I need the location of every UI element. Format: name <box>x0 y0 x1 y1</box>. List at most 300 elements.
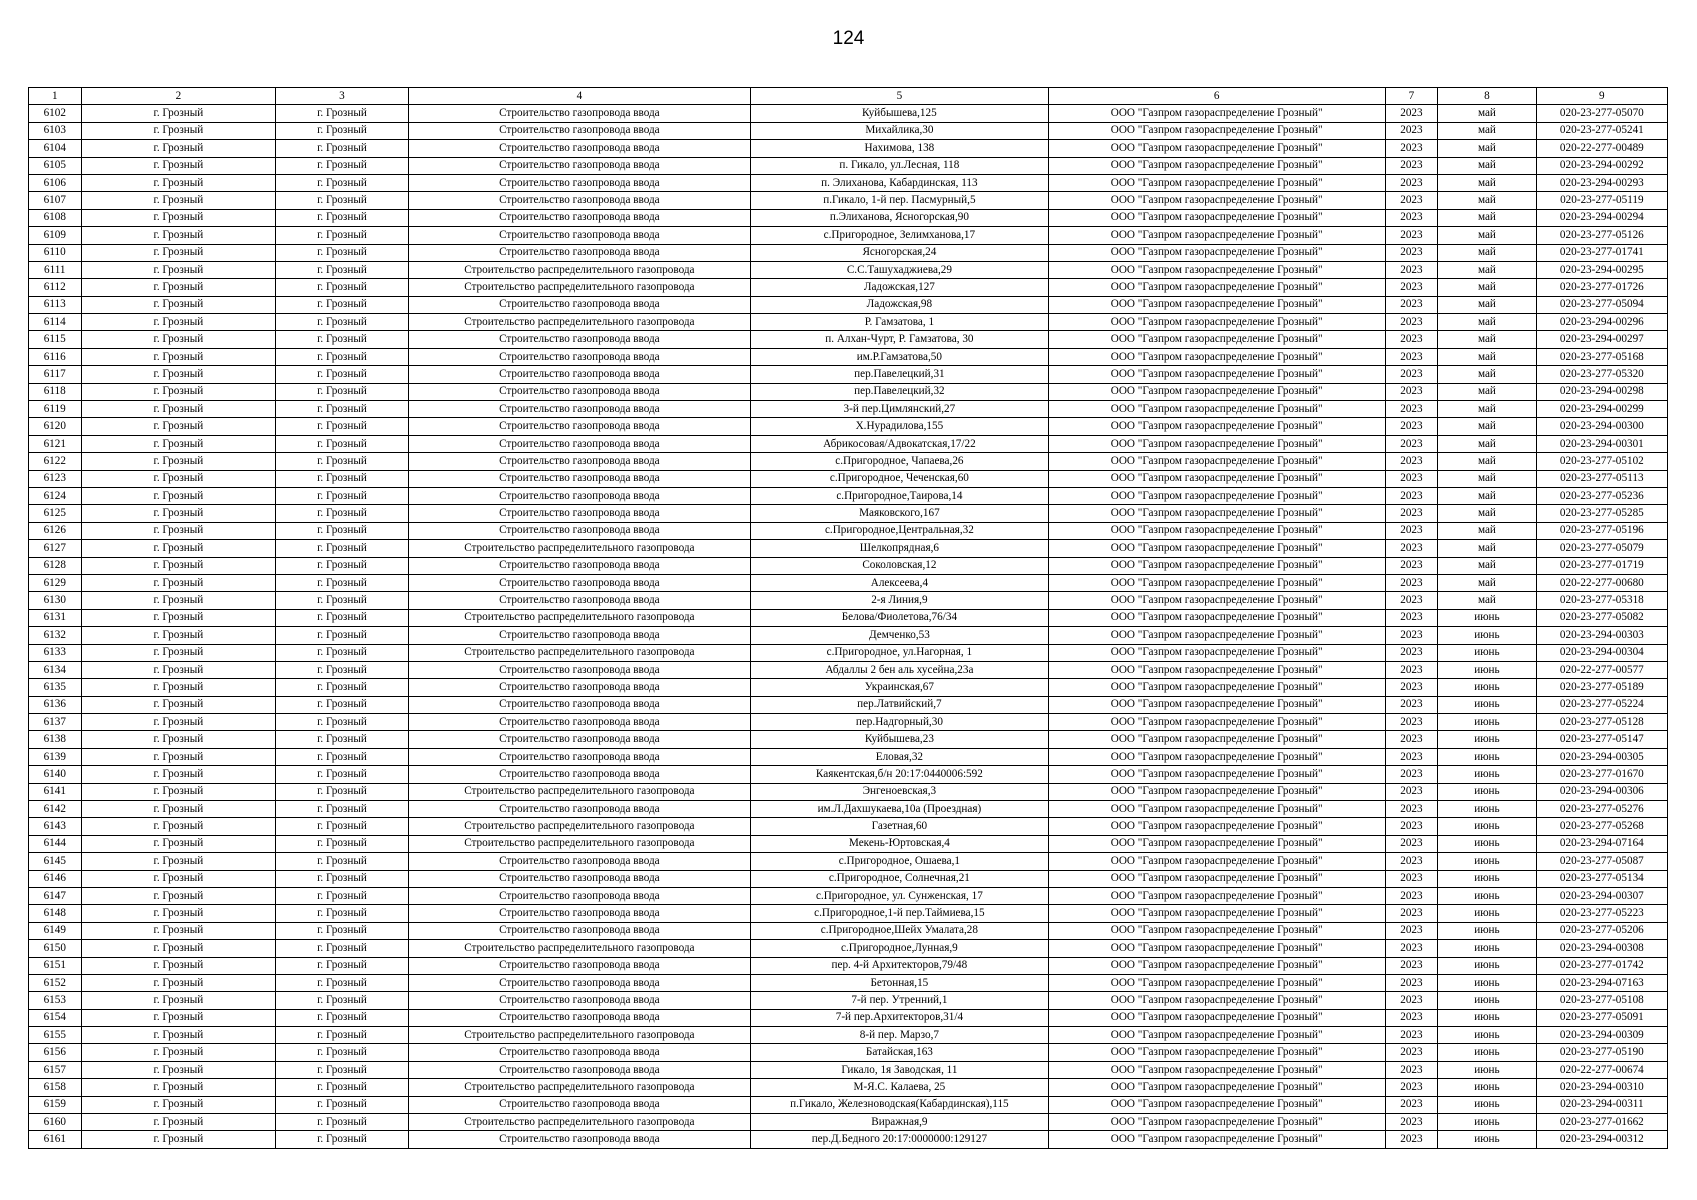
row-number-cell: 6118 <box>29 383 82 400</box>
municipality-cell: г. Грозный <box>81 522 276 539</box>
month-cell: май <box>1438 314 1536 331</box>
year-cell: 2023 <box>1385 418 1438 435</box>
settlement-cell: г. Грозный <box>276 870 408 887</box>
table-row <box>29 835 1668 852</box>
settlement-cell: г. Грозный <box>276 574 408 591</box>
year-cell: 2023 <box>1385 296 1438 313</box>
municipality-cell: г. Грозный <box>81 974 276 991</box>
month-cell: июнь <box>1438 783 1536 800</box>
settlement-cell: г. Грозный <box>276 1114 408 1131</box>
row-number-cell: 6161 <box>29 1131 82 1148</box>
year-cell: 2023 <box>1385 714 1438 731</box>
settlement-cell: г. Грозный <box>276 783 408 800</box>
address-cell: Белова/Фиолетова,76/34 <box>751 609 1049 626</box>
address-cell: Куйбышева,23 <box>751 731 1049 748</box>
row-number-cell: 6122 <box>29 453 82 470</box>
column-header-4: 4 <box>408 88 750 105</box>
year-cell: 2023 <box>1385 470 1438 487</box>
table-row <box>29 679 1668 696</box>
year-cell: 2023 <box>1385 487 1438 504</box>
month-cell: май <box>1438 522 1536 539</box>
month-cell: июнь <box>1438 957 1536 974</box>
settlement-cell: г. Грозный <box>276 1044 408 1061</box>
settlement-cell: г. Грозный <box>276 453 408 470</box>
year-cell: 2023 <box>1385 661 1438 678</box>
year-cell: 2023 <box>1385 279 1438 296</box>
row-number-cell: 6154 <box>29 1009 82 1026</box>
table-row <box>29 453 1668 470</box>
row-number-cell: 6156 <box>29 1044 82 1061</box>
work-type-cell: Строительство газопровода ввода <box>408 192 750 209</box>
settlement-cell: г. Грозный <box>276 609 408 626</box>
column-header-9: 9 <box>1536 88 1667 105</box>
municipality-cell: г. Грозный <box>81 592 276 609</box>
permit-number-cell: 020-23-294-00298 <box>1536 383 1667 400</box>
municipality-cell: г. Грозный <box>81 905 276 922</box>
year-cell: 2023 <box>1385 557 1438 574</box>
municipality-cell: г. Грозный <box>81 261 276 278</box>
permit-number-cell: 020-23-277-05241 <box>1536 122 1667 139</box>
month-cell: май <box>1438 157 1536 174</box>
settlement-cell: г. Грозный <box>276 314 408 331</box>
municipality-cell: г. Грозный <box>81 418 276 435</box>
address-cell: с.Пригородное,Центральная,32 <box>751 522 1049 539</box>
settlement-cell: г. Грозный <box>276 766 408 783</box>
work-type-cell: Строительство газопровода ввода <box>408 435 750 452</box>
permit-number-cell: 020-23-294-00311 <box>1536 1096 1667 1113</box>
organization-cell: ООО "Газпром газораспределение Грозный" <box>1048 418 1385 435</box>
settlement-cell: г. Грозный <box>276 801 408 818</box>
month-cell: май <box>1438 470 1536 487</box>
address-cell: с.Пригородное, Солнечная,21 <box>751 870 1049 887</box>
settlement-cell: г. Грозный <box>276 209 408 226</box>
table-row <box>29 853 1668 870</box>
table-row <box>29 801 1668 818</box>
organization-cell: ООО "Газпром газораспределение Грозный" <box>1048 540 1385 557</box>
address-cell: Еловая,32 <box>751 748 1049 765</box>
settlement-cell: г. Грозный <box>276 522 408 539</box>
settlement-cell: г. Грозный <box>276 1079 408 1096</box>
address-cell: им.Л.Дахшукаева,10а (Проездная) <box>751 801 1049 818</box>
month-cell: май <box>1438 418 1536 435</box>
organization-cell: ООО "Газпром газораспределение Грозный" <box>1048 887 1385 904</box>
table-row <box>29 714 1668 731</box>
year-cell: 2023 <box>1385 1114 1438 1131</box>
address-cell: п.Элиханова, Ясногорская,90 <box>751 209 1049 226</box>
month-cell: июнь <box>1438 748 1536 765</box>
address-cell: Абрикосовая/Адвокатская,17/22 <box>751 435 1049 452</box>
work-type-cell: Строительство распределительного газопровода <box>408 783 750 800</box>
row-number-cell: 6133 <box>29 644 82 661</box>
settlement-cell: г. Грозный <box>276 157 408 174</box>
organization-cell: ООО "Газпром газораспределение Грозный" <box>1048 314 1385 331</box>
row-number-cell: 6155 <box>29 1027 82 1044</box>
municipality-cell: г. Грозный <box>81 1027 276 1044</box>
permit-number-cell: 020-23-277-05223 <box>1536 905 1667 922</box>
table-row <box>29 940 1668 957</box>
year-cell: 2023 <box>1385 401 1438 418</box>
table-row <box>29 748 1668 765</box>
municipality-cell: г. Грозный <box>81 1114 276 1131</box>
organization-cell: ООО "Газпром газораспределение Грозный" <box>1048 696 1385 713</box>
work-type-cell: Строительство газопровода ввода <box>408 418 750 435</box>
organization-cell: ООО "Газпром газораспределение Грозный" <box>1048 818 1385 835</box>
settlement-cell: г. Грозный <box>276 174 408 191</box>
work-type-cell: Строительство газопровода ввода <box>408 1061 750 1078</box>
organization-cell: ООО "Газпром газораспределение Грозный" <box>1048 835 1385 852</box>
work-type-cell: Строительство распределительного газопровода <box>408 818 750 835</box>
row-number-cell: 6137 <box>29 714 82 731</box>
organization-cell: ООО "Газпром газораспределение Грозный" <box>1048 453 1385 470</box>
organization-cell: ООО "Газпром газораспределение Грозный" <box>1048 140 1385 157</box>
month-cell: июнь <box>1438 1114 1536 1131</box>
municipality-cell: г. Грозный <box>81 540 276 557</box>
row-number-cell: 6115 <box>29 331 82 348</box>
table-row <box>29 1114 1668 1131</box>
work-type-cell: Строительство газопровода ввода <box>408 105 750 122</box>
table-row <box>29 209 1668 226</box>
year-cell: 2023 <box>1385 261 1438 278</box>
organization-cell: ООО "Газпром газораспределение Грозный" <box>1048 748 1385 765</box>
address-cell: Соколовская,12 <box>751 557 1049 574</box>
table-row <box>29 922 1668 939</box>
table-row <box>29 627 1668 644</box>
work-type-cell: Строительство газопровода ввода <box>408 974 750 991</box>
month-cell: май <box>1438 540 1536 557</box>
year-cell: 2023 <box>1385 835 1438 852</box>
permit-number-cell: 020-23-294-00293 <box>1536 174 1667 191</box>
year-cell: 2023 <box>1385 1044 1438 1061</box>
municipality-cell: г. Грозный <box>81 853 276 870</box>
month-cell: июнь <box>1438 1009 1536 1026</box>
permit-number-cell: 020-23-294-00294 <box>1536 209 1667 226</box>
work-type-cell: Строительство газопровода ввода <box>408 922 750 939</box>
work-type-cell: Строительство газопровода ввода <box>408 731 750 748</box>
row-number-cell: 6108 <box>29 209 82 226</box>
organization-cell: ООО "Газпром газораспределение Грозный" <box>1048 679 1385 696</box>
month-cell: май <box>1438 296 1536 313</box>
work-type-cell: Строительство газопровода ввода <box>408 296 750 313</box>
address-cell: пер.Надгорный,30 <box>751 714 1049 731</box>
year-cell: 2023 <box>1385 731 1438 748</box>
organization-cell: ООО "Газпром газораспределение Грозный" <box>1048 609 1385 626</box>
organization-cell: ООО "Газпром газораспределение Грозный" <box>1048 122 1385 139</box>
municipality-cell: г. Грозный <box>81 1061 276 1078</box>
permit-number-cell: 020-23-277-05320 <box>1536 366 1667 383</box>
row-number-cell: 6126 <box>29 522 82 539</box>
year-cell: 2023 <box>1385 592 1438 609</box>
settlement-cell: г. Грозный <box>276 1131 408 1148</box>
organization-cell: ООО "Газпром газораспределение Грозный" <box>1048 783 1385 800</box>
work-type-cell: Строительство газопровода ввода <box>408 1044 750 1061</box>
municipality-cell: г. Грозный <box>81 940 276 957</box>
work-type-cell: Строительство газопровода ввода <box>408 140 750 157</box>
settlement-cell: г. Грозный <box>276 331 408 348</box>
row-number-cell: 6125 <box>29 505 82 522</box>
table-row <box>29 1044 1668 1061</box>
organization-cell: ООО "Газпром газораспределение Грозный" <box>1048 1044 1385 1061</box>
year-cell: 2023 <box>1385 192 1438 209</box>
permit-number-cell: 020-23-277-05119 <box>1536 192 1667 209</box>
settlement-cell: г. Грозный <box>276 887 408 904</box>
address-cell: с.Пригородное, Чапаева,26 <box>751 453 1049 470</box>
month-cell: май <box>1438 279 1536 296</box>
table-row <box>29 766 1668 783</box>
municipality-cell: г. Грозный <box>81 105 276 122</box>
permit-number-cell: 020-23-277-01662 <box>1536 1114 1667 1131</box>
permit-number-cell: 020-23-294-00307 <box>1536 887 1667 904</box>
permit-number-cell: 020-23-277-05108 <box>1536 992 1667 1009</box>
organization-cell: ООО "Газпром газораспределение Грозный" <box>1048 105 1385 122</box>
table-row <box>29 540 1668 557</box>
table-row <box>29 296 1668 313</box>
month-cell: май <box>1438 401 1536 418</box>
row-number-cell: 6128 <box>29 557 82 574</box>
organization-cell: ООО "Газпром газораспределение Грозный" <box>1048 940 1385 957</box>
work-type-cell: Строительство газопровода ввода <box>408 244 750 261</box>
work-type-cell: Строительство газопровода ввода <box>408 557 750 574</box>
year-cell: 2023 <box>1385 505 1438 522</box>
row-number-cell: 6138 <box>29 731 82 748</box>
organization-cell: ООО "Газпром газораспределение Грозный" <box>1048 296 1385 313</box>
organization-cell: ООО "Газпром газораспределение Грозный" <box>1048 209 1385 226</box>
work-type-cell: Строительство газопровода ввода <box>408 696 750 713</box>
month-cell: май <box>1438 244 1536 261</box>
year-cell: 2023 <box>1385 887 1438 904</box>
address-cell: Энгеноевская,3 <box>751 783 1049 800</box>
table-row <box>29 401 1668 418</box>
organization-cell: ООО "Газпром газораспределение Грозный" <box>1048 1061 1385 1078</box>
permit-number-cell: 020-23-277-05236 <box>1536 487 1667 504</box>
organization-cell: ООО "Газпром газораспределение Грозный" <box>1048 157 1385 174</box>
year-cell: 2023 <box>1385 244 1438 261</box>
year-cell: 2023 <box>1385 905 1438 922</box>
month-cell: июнь <box>1438 922 1536 939</box>
table-row <box>29 696 1668 713</box>
work-type-cell: Строительство газопровода ввода <box>408 331 750 348</box>
organization-cell: ООО "Газпром газораспределение Грозный" <box>1048 227 1385 244</box>
row-number-cell: 6150 <box>29 940 82 957</box>
month-cell: июнь <box>1438 940 1536 957</box>
table-row <box>29 435 1668 452</box>
permit-number-cell: 020-23-277-05224 <box>1536 696 1667 713</box>
table-row <box>29 1079 1668 1096</box>
municipality-cell: г. Грозный <box>81 192 276 209</box>
settlement-cell: г. Грозный <box>276 348 408 365</box>
table-row <box>29 974 1668 991</box>
table-row <box>29 609 1668 626</box>
municipality-cell: г. Грозный <box>81 227 276 244</box>
organization-cell: ООО "Газпром газораспределение Грозный" <box>1048 992 1385 1009</box>
table-row <box>29 105 1668 122</box>
year-cell: 2023 <box>1385 157 1438 174</box>
row-number-cell: 6153 <box>29 992 82 1009</box>
month-cell: июнь <box>1438 974 1536 991</box>
settlement-cell: г. Грозный <box>276 818 408 835</box>
permit-number-cell: 020-23-294-07164 <box>1536 835 1667 852</box>
registry-table <box>28 87 1668 1149</box>
table-row <box>29 522 1668 539</box>
work-type-cell: Строительство распределительного газопровода <box>408 835 750 852</box>
table-row <box>29 574 1668 591</box>
municipality-cell: г. Грозный <box>81 766 276 783</box>
month-cell: июнь <box>1438 1131 1536 1148</box>
settlement-cell: г. Грозный <box>276 627 408 644</box>
settlement-cell: г. Грозный <box>276 366 408 383</box>
year-cell: 2023 <box>1385 696 1438 713</box>
table-row <box>29 818 1668 835</box>
table-row <box>29 348 1668 365</box>
organization-cell: ООО "Газпром газораспределение Грозный" <box>1048 279 1385 296</box>
permit-number-cell: 020-23-277-01670 <box>1536 766 1667 783</box>
work-type-cell: Строительство газопровода ввода <box>408 887 750 904</box>
municipality-cell: г. Грозный <box>81 922 276 939</box>
permit-number-cell: 020-22-277-00489 <box>1536 140 1667 157</box>
settlement-cell: г. Грозный <box>276 731 408 748</box>
settlement-cell: г. Грозный <box>276 296 408 313</box>
municipality-cell: г. Грозный <box>81 557 276 574</box>
municipality-cell: г. Грозный <box>81 209 276 226</box>
municipality-cell: г. Грозный <box>81 244 276 261</box>
permit-number-cell: 020-23-294-00304 <box>1536 644 1667 661</box>
year-cell: 2023 <box>1385 818 1438 835</box>
settlement-cell: г. Грозный <box>276 470 408 487</box>
row-number-cell: 6121 <box>29 435 82 452</box>
address-cell: 8-й пер. Марзо,7 <box>751 1027 1049 1044</box>
permit-number-cell: 020-22-277-00577 <box>1536 661 1667 678</box>
month-cell: июнь <box>1438 714 1536 731</box>
permit-number-cell: 020-23-277-05126 <box>1536 227 1667 244</box>
permit-number-cell: 020-23-294-00295 <box>1536 261 1667 278</box>
work-type-cell: Строительство газопровода ввода <box>408 470 750 487</box>
organization-cell: ООО "Газпром газораспределение Грозный" <box>1048 574 1385 591</box>
permit-number-cell: 020-23-277-05190 <box>1536 1044 1667 1061</box>
work-type-cell: Строительство газопровода ввода <box>408 870 750 887</box>
municipality-cell: г. Грозный <box>81 835 276 852</box>
year-cell: 2023 <box>1385 940 1438 957</box>
settlement-cell: г. Грозный <box>276 383 408 400</box>
settlement-cell: г. Грозный <box>276 1009 408 1026</box>
table-row <box>29 1131 1668 1148</box>
row-number-cell: 6109 <box>29 227 82 244</box>
organization-cell: ООО "Газпром газораспределение Грозный" <box>1048 366 1385 383</box>
permit-number-cell: 020-23-294-00303 <box>1536 627 1667 644</box>
permit-number-cell: 020-23-277-05102 <box>1536 453 1667 470</box>
address-cell: 2-я Линия,9 <box>751 592 1049 609</box>
year-cell: 2023 <box>1385 1131 1438 1148</box>
organization-cell: ООО "Газпром газораспределение Грозный" <box>1048 331 1385 348</box>
month-cell: июнь <box>1438 992 1536 1009</box>
organization-cell: ООО "Газпром газораспределение Грозный" <box>1048 766 1385 783</box>
year-cell: 2023 <box>1385 540 1438 557</box>
permit-number-cell: 020-23-294-00312 <box>1536 1131 1667 1148</box>
row-number-cell: 6147 <box>29 887 82 904</box>
work-type-cell: Строительство газопровода ввода <box>408 801 750 818</box>
row-number-cell: 6111 <box>29 261 82 278</box>
year-cell: 2023 <box>1385 1009 1438 1026</box>
address-cell: Михайлика,30 <box>751 122 1049 139</box>
address-cell: Каякентская,б/н 20:17:0440006:592 <box>751 766 1049 783</box>
settlement-cell: г. Грозный <box>276 957 408 974</box>
month-cell: июнь <box>1438 1079 1536 1096</box>
month-cell: май <box>1438 366 1536 383</box>
table-row <box>29 661 1668 678</box>
settlement-cell: г. Грозный <box>276 105 408 122</box>
column-header-1: 1 <box>29 88 82 105</box>
organization-cell: ООО "Газпром газораспределение Грозный" <box>1048 627 1385 644</box>
settlement-cell: г. Грозный <box>276 592 408 609</box>
municipality-cell: г. Грозный <box>81 453 276 470</box>
address-cell: с.Пригородное,Лунная,9 <box>751 940 1049 957</box>
settlement-cell: г. Грозный <box>276 922 408 939</box>
permit-number-cell: 020-23-294-00308 <box>1536 940 1667 957</box>
municipality-cell: г. Грозный <box>81 122 276 139</box>
month-cell: июнь <box>1438 1044 1536 1061</box>
month-cell: июнь <box>1438 870 1536 887</box>
address-cell: с.Пригородное, ул.Нагорная, 1 <box>751 644 1049 661</box>
table-row <box>29 783 1668 800</box>
organization-cell: ООО "Газпром газораспределение Грозный" <box>1048 435 1385 452</box>
address-cell: 7-й пер.Архитекторов,31/4 <box>751 1009 1049 1026</box>
table-row <box>29 279 1668 296</box>
month-cell: июнь <box>1438 905 1536 922</box>
row-number-cell: 6141 <box>29 783 82 800</box>
permit-number-cell: 020-23-294-00306 <box>1536 783 1667 800</box>
year-cell: 2023 <box>1385 383 1438 400</box>
organization-cell: ООО "Газпром газораспределение Грозный" <box>1048 905 1385 922</box>
row-number-cell: 6129 <box>29 574 82 591</box>
month-cell: июнь <box>1438 818 1536 835</box>
permit-number-cell: 020-23-277-05079 <box>1536 540 1667 557</box>
month-cell: май <box>1438 174 1536 191</box>
municipality-cell: г. Грозный <box>81 992 276 1009</box>
municipality-cell: г. Грозный <box>81 731 276 748</box>
settlement-cell: г. Грозный <box>276 192 408 209</box>
municipality-cell: г. Грозный <box>81 679 276 696</box>
month-cell: июнь <box>1438 731 1536 748</box>
municipality-cell: г. Грозный <box>81 470 276 487</box>
row-number-cell: 6148 <box>29 905 82 922</box>
work-type-cell: Строительство газопровода ввода <box>408 505 750 522</box>
table-row <box>29 383 1668 400</box>
work-type-cell: Строительство газопровода ввода <box>408 174 750 191</box>
month-cell: май <box>1438 192 1536 209</box>
permit-number-cell: 020-23-294-00301 <box>1536 435 1667 452</box>
settlement-cell: г. Грозный <box>276 714 408 731</box>
month-cell: июнь <box>1438 887 1536 904</box>
permit-number-cell: 020-23-277-05196 <box>1536 522 1667 539</box>
row-number-cell: 6114 <box>29 314 82 331</box>
row-number-cell: 6157 <box>29 1061 82 1078</box>
year-cell: 2023 <box>1385 209 1438 226</box>
row-number-cell: 6105 <box>29 157 82 174</box>
organization-cell: ООО "Газпром газораспределение Грозный" <box>1048 974 1385 991</box>
work-type-cell: Строительство газопровода ввода <box>408 1131 750 1148</box>
month-cell: май <box>1438 435 1536 452</box>
organization-cell: ООО "Газпром газораспределение Грозный" <box>1048 522 1385 539</box>
permit-number-cell: 020-23-277-05206 <box>1536 922 1667 939</box>
table-row <box>29 366 1668 383</box>
address-cell: Бетонная,15 <box>751 974 1049 991</box>
organization-cell: ООО "Газпром газораспределение Грозный" <box>1048 731 1385 748</box>
table-body <box>29 105 1668 1148</box>
permit-number-cell: 020-23-294-00305 <box>1536 748 1667 765</box>
address-cell: с.Пригородное,1-й пер.Таймиева,15 <box>751 905 1049 922</box>
settlement-cell: г. Грозный <box>276 1061 408 1078</box>
municipality-cell: г. Грозный <box>81 1131 276 1148</box>
municipality-cell: г. Грозный <box>81 1044 276 1061</box>
address-cell: п. Гикало, ул.Лесная, 118 <box>751 157 1049 174</box>
